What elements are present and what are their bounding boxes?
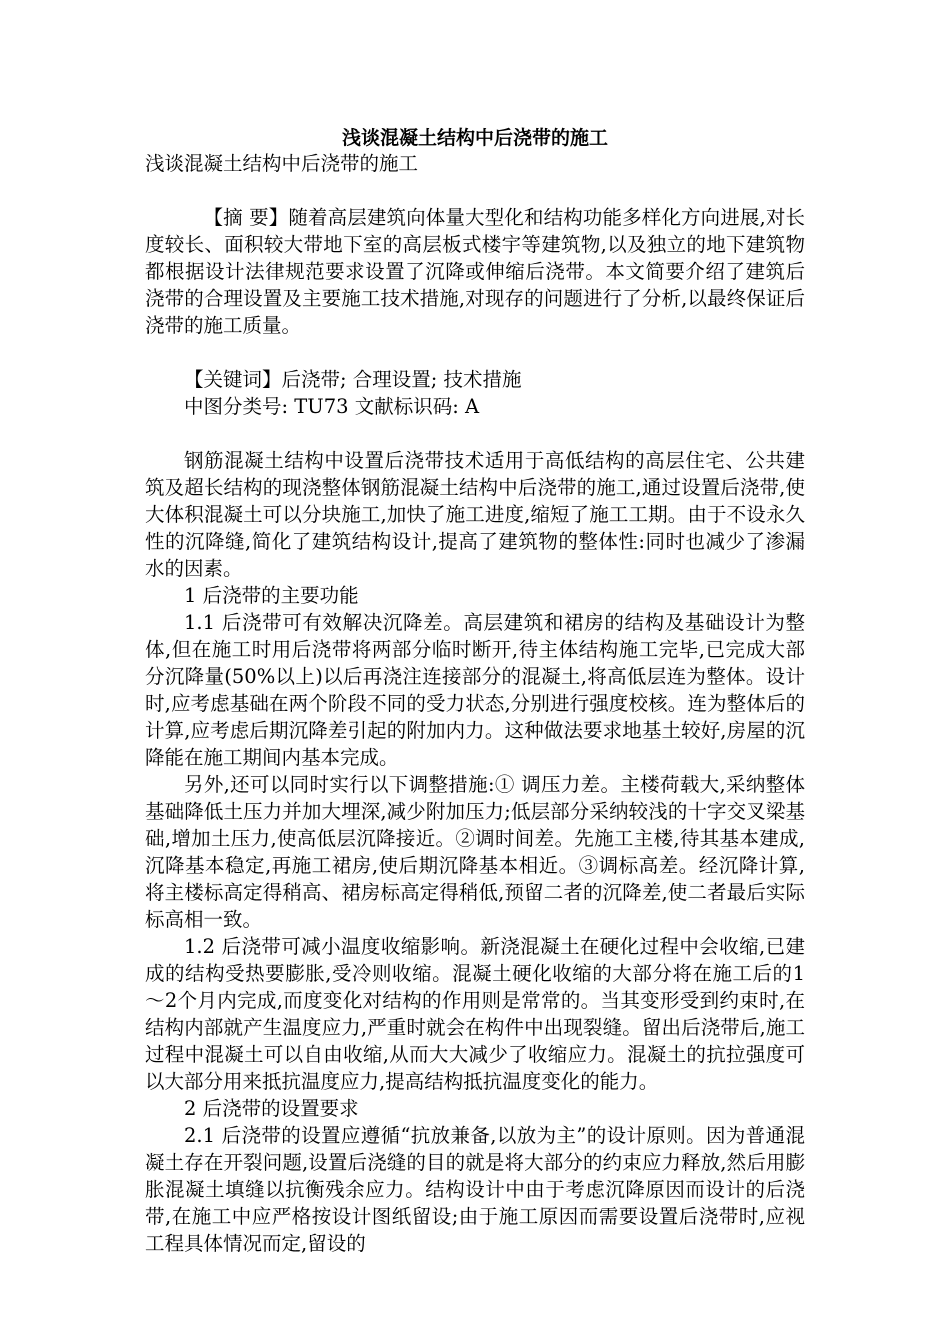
body-paragraph: 2.1 后浇带的设置应遵循“抗放兼备,以放为主”的设计原则。因为普通混凝土存在开裂问题,设置后浇缝的目的就是将大部分的约束应力释放,然后用膨胀混凝土填缝以抗衡残余应力。结构设计中由于考虑沉降原因而设计的后浇带,在施工中应严格按设计图纸留设;由于施工原因而需要设置后浇带时,应视工程具体情况而定,留设的 — [145, 1124, 805, 1255]
spacer — [145, 339, 805, 366]
classification-line: 中图分类号: TU73 文献标识码: A — [184, 395, 480, 418]
body-paragraph: 1.2 后浇带可减小温度收缩影响。新浇混凝土在硬化过程中会收缩,已建成的结构受热要膨胀,受冷则收缩。混凝土硬化收缩的大部分将在施工后的1～2个月内完成,而度变化对结构的作用则是常常的。当其变形受到约束时,在结构内部就产生温度应力,严重时就会在构件中出现裂缝。留出后浇带后,施工过程中混凝土可以自由收缩,从而大大减少了收缩应力。混凝土的抗拉强度可以大部分用来抵抗温度应力,提高结构抵抗温度变化的能力。 — [145, 935, 805, 1093]
spacer — [145, 420, 805, 447]
document-subtitle: 浅谈混凝土结构中后浇带的施工 — [145, 152, 419, 175]
document-body — [145, 150, 805, 1257]
abstract-paragraph: 【摘 要】随着高层建筑向体量大型化和结构功能多样化方向进展,对长度较长、面积较大带地下室的高层板式楼宇等建筑物,以及独立的地下建筑物都根据设计法律规范要求设置了沉降或伸缩后浇带。本文简要介绍了建筑后浇带的合理设置及主要施工技术措施,对现存的问题进行了分析,以最终保证后浇带的施工质量。 — [145, 206, 805, 337]
section-heading: 1 后浇带的主要功能 — [184, 584, 359, 607]
keywords-line: 【关键词】后浇带; 合理设置; 技术措施 — [184, 368, 522, 391]
spacer — [145, 177, 805, 204]
body-paragraph: 钢筋混凝土结构中设置后浇带技术适用于高低结构的高层住宅、公共建筑及超长结构的现浇整体钢筋混凝土结构中后浇带的施工,通过设置后浇带,使大体积混凝土可以分块施工,加快了施工进度,缩短了施工工期。由于不设永久性的沉降缝,简化了建筑结构设计,提高了建筑物的整体性:同时也减少了渗漏水的因素。 — [145, 449, 805, 580]
body-paragraph: 1.1 后浇带可有效解决沉降差。高层建筑和裙房的结构及基础设计为整体,但在施工时用后浇带将两部分临时断开,待主体结构施工完毕,已完成大部分沉降量(50%以上)以后再浇注连接部分的混凝土,将高低层连为整体。设计时,应考虑基础在两个阶段不同的受力状态,分别进行强度校核。连为整体后的计算,应考虑后期沉降差引起的附加内力。这种做法要求地基土较好,房屋的沉降能在施工期间内基本完成。 — [145, 611, 805, 769]
body-paragraph: 另外,还可以同时实行以下调整措施:① 调压力差。主楼荷载大,采纳整体基础降低土压力并加大埋深,减少附加压力;低层部分采纳较浅的十字交叉梁基础,增加土压力,使高低层沉降接近。②调时间差。先施工主楼,待其基本建成,沉降基本稳定,再施工裙房,使后期沉降基本相近。③调标高差。经沉降计算,将主楼标高定得稍高、裙房标高定得稍低,预留二者的沉降差,使二者最后实际标高相一致。 — [145, 773, 805, 931]
section-heading: 2 后浇带的设置要求 — [184, 1097, 359, 1120]
document-title: 浅谈混凝土结构中后浇带的施工 — [341, 127, 608, 149]
